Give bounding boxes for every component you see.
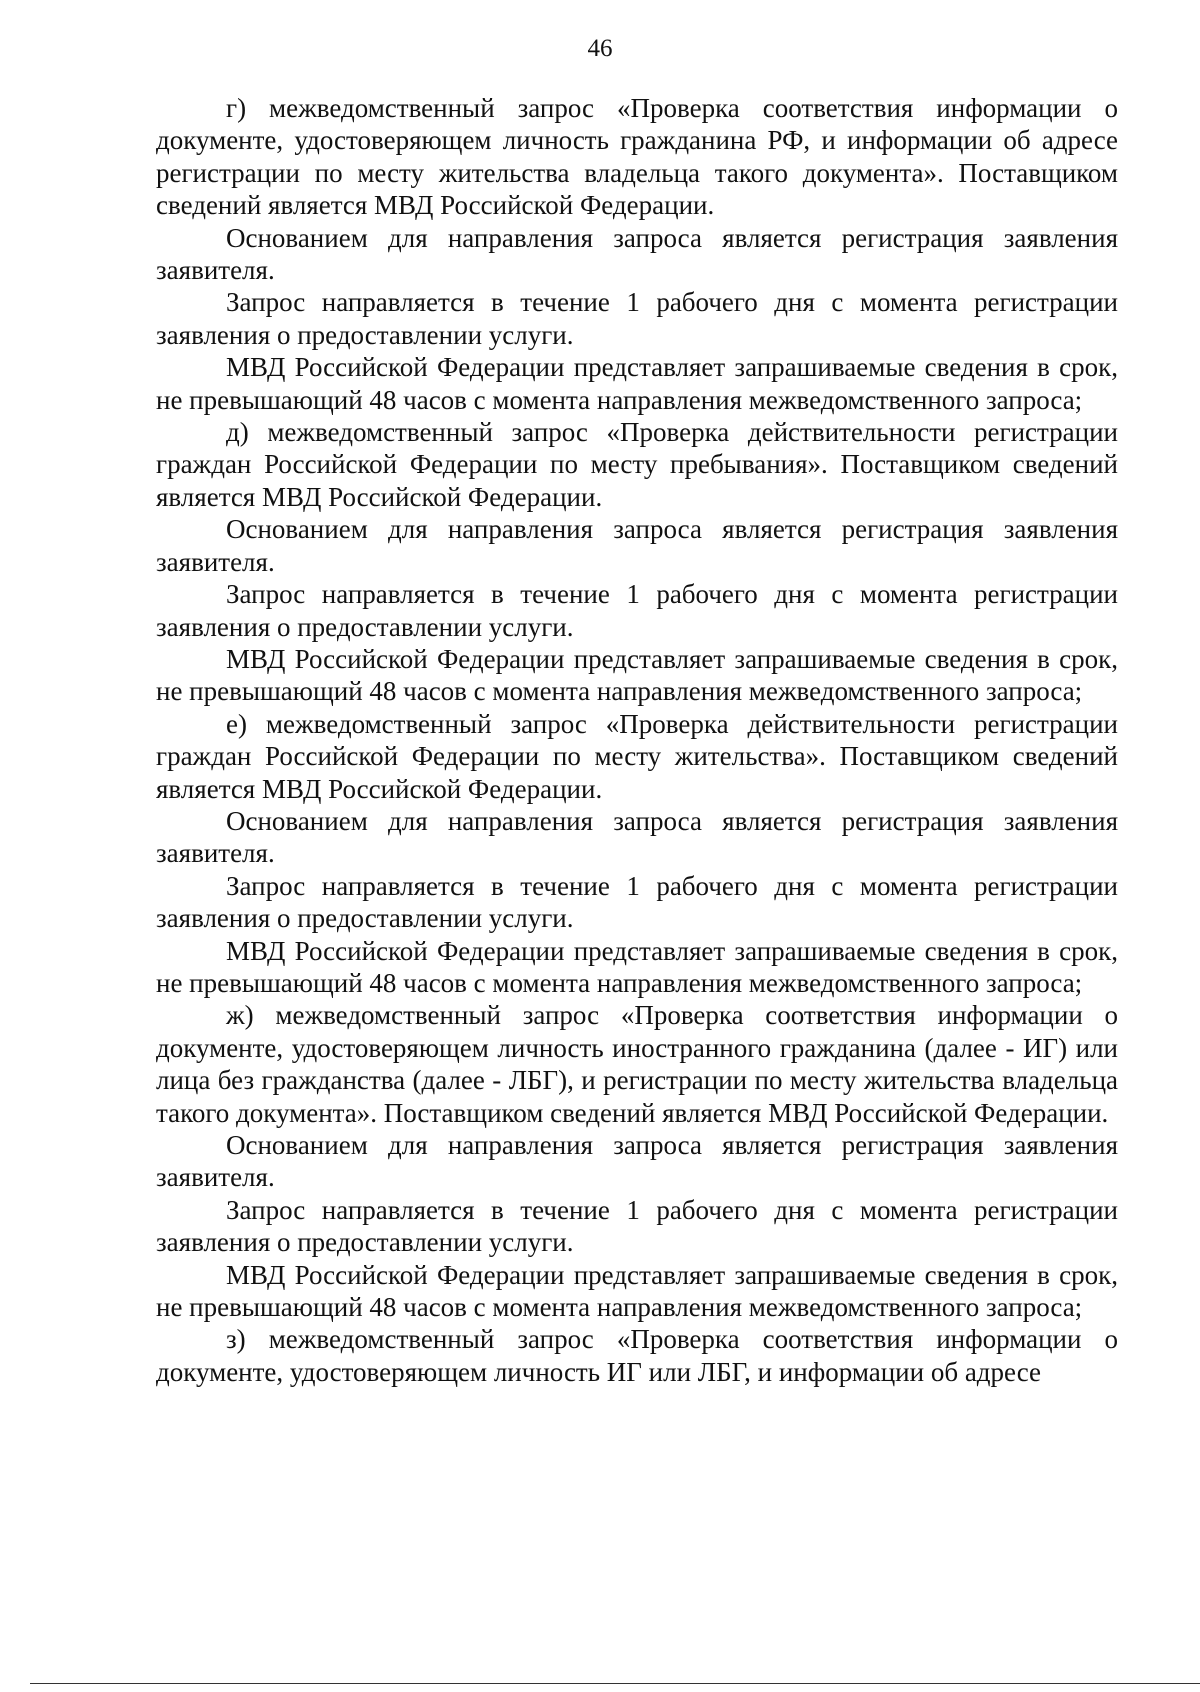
paragraph-basis: Основанием для направления запроса является регистрация заявления заявителя. xyxy=(156,514,1118,577)
paragraph-basis: Основанием для направления запроса является регистрация заявления заявителя. xyxy=(156,805,1118,869)
paragraph-timing: Запрос направляется в течение 1 рабочего дня с момента регистрации заявления о предоставлении услуги. xyxy=(156,579,1118,642)
document-body xyxy=(156,92,1118,1388)
paragraph-timing: Запрос направляется в течение 1 рабочего дня с момента регистрации заявления о предоставлении услуги. xyxy=(156,870,1118,934)
paragraph-response-term: МВД Российской Федерации представляет запрашиваемые сведения в срок, не превышающий 48 часов с момента направления межведомственного запроса; xyxy=(156,935,1118,998)
paragraph-z-request: з) межведомственный запрос «Проверка соответствия информации о документе, удостоверяющем личность ИГ или ЛБГ, и информации об адресе xyxy=(156,1324,1118,1387)
paragraph-e-request: е) межведомственный запрос «Проверка действительности регистрации граждан Российской Федерации по месту жительства». Поставщиком сведений является МВД Российской Федерации. xyxy=(156,708,1118,804)
page-number: 46 xyxy=(587,35,613,62)
paragraph-g-request: г) межведомственный запрос «Проверка соответствия информации о документе, удостоверяющем личность гражданина РФ, и информации об адресе регистрации по месту жительства владельца такого документа». Поставщиком сведений является МВД Российской Федерации. xyxy=(156,93,1118,221)
paragraph-d-request: д) межведомственный запрос «Проверка действительности регистрации граждан Российской Федерации по месту пребывания». Поставщиком сведений является МВД Российской Федерации. xyxy=(156,417,1118,512)
paragraph-response-term: МВД Российской Федерации представляет запрашиваемые сведения в срок, не превышающий 48 часов с момента направления межведомственного запроса; xyxy=(156,352,1118,415)
paragraph-timing: Запрос направляется в течение 1 рабочего дня с момента регистрации заявления о предоставлении услуги. xyxy=(156,287,1118,350)
paragraph-basis: Основанием для направления запроса является регистрация заявления заявителя. xyxy=(156,222,1118,286)
paragraph-response-term: МВД Российской Федерации представляет запрашиваемые сведения в срок, не превышающий 48 часов с момента направления межведомственного запроса; xyxy=(156,1259,1118,1323)
paragraph-timing: Запрос направляется в течение 1 рабочего дня с момента регистрации заявления о предоставлении услуги. xyxy=(156,1194,1118,1258)
paragraph-basis: Основанием для направления запроса является регистрация заявления заявителя. xyxy=(156,1130,1118,1193)
paragraph-response-term: МВД Российской Федерации представляет запрашиваемые сведения в срок, не превышающий 48 часов с момента направления межведомственного запроса; xyxy=(156,643,1118,707)
page-bottom-rule xyxy=(30,1683,1200,1684)
paragraph-zh-request: ж) межведомственный запрос «Проверка соответствия информации о документе, удостоверяющем личность иностранного гражданина (далее - ИГ) или лица без гражданства (далее - ЛБГ), и регистрации по месту жительства владельца такого документа». Поставщиком сведений является МВД Российской Федерации. xyxy=(156,1000,1118,1128)
